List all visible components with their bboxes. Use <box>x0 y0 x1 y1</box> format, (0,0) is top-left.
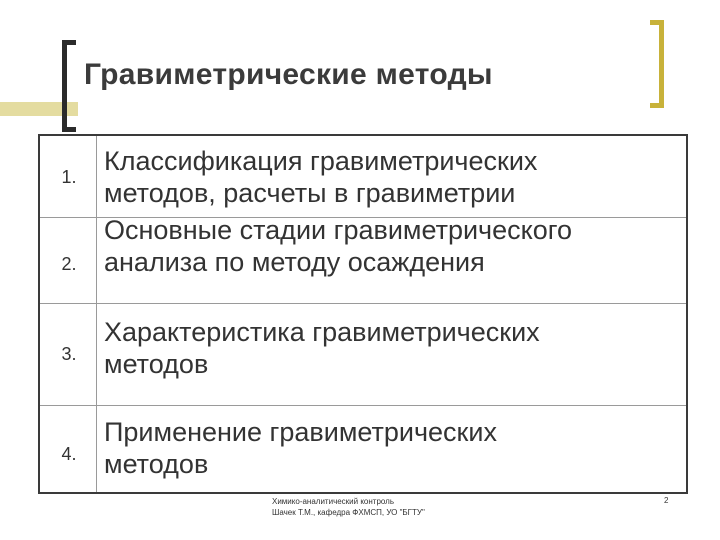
page-number: 2 <box>664 496 669 505</box>
row-number: 1. <box>61 167 77 187</box>
row-text-line: анализа по методу осаждения <box>104 247 485 277</box>
row-text-line: Применение гравиметрических <box>104 417 497 447</box>
row-text-line: методов, расчеты в гравиметрии <box>104 178 516 208</box>
row-text-line: Классификация гравиметрических <box>104 146 538 176</box>
footer-line: Шачек Т.М., кафедра ФХМСП, УО "БГТУ" <box>272 508 425 517</box>
row-number: 4. <box>61 444 77 464</box>
column-divider <box>96 136 97 217</box>
table-row <box>40 406 686 492</box>
row-text <box>104 316 678 380</box>
left-bracket-decoration <box>62 40 76 132</box>
footer-credits <box>272 496 425 518</box>
row-text <box>104 145 678 209</box>
row-text-line: методов <box>104 449 209 479</box>
right-bracket-decoration <box>650 20 664 108</box>
row-text-line: методов <box>104 349 209 379</box>
row-text-line: Основные стадии гравиметрического <box>104 215 573 245</box>
row-text-line: Характеристика гравиметрических <box>104 317 540 347</box>
column-divider <box>96 304 97 405</box>
table-row <box>40 215 686 304</box>
row-number: 2. <box>61 254 77 274</box>
row-number: 3. <box>61 344 77 364</box>
table-row <box>40 136 686 218</box>
slide-title: Гравиметрические методы <box>84 58 493 91</box>
content-table <box>38 134 688 494</box>
row-text <box>104 416 678 480</box>
footer-line: Химико-аналитический контроль <box>272 497 395 506</box>
column-divider <box>96 406 97 492</box>
table-row <box>40 304 686 406</box>
row-text <box>104 214 678 278</box>
column-divider <box>96 218 97 303</box>
